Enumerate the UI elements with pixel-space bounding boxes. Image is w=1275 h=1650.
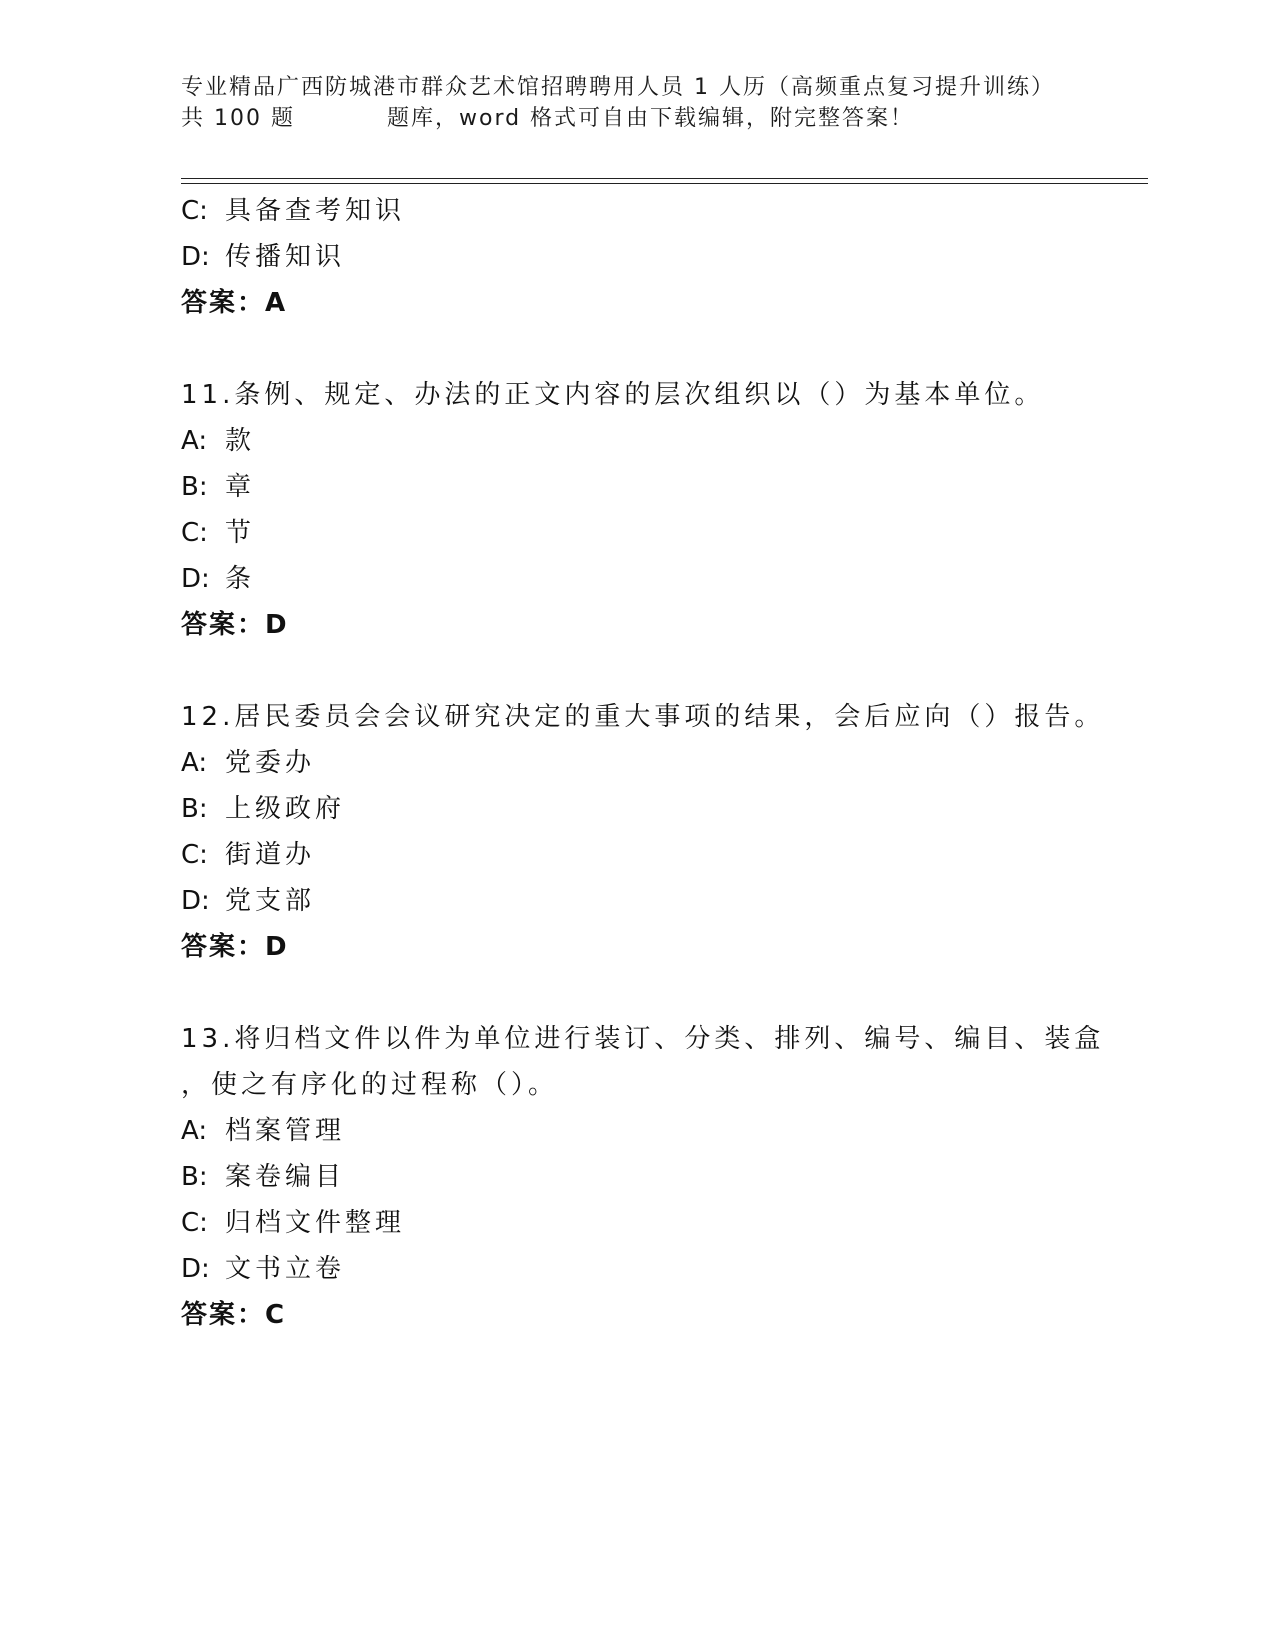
option-text: 案卷编目 — [225, 1162, 346, 1192]
option-row — [181, 234, 1081, 280]
question-text: 11.条例、规定、办法的正文内容的层次组织以（）为基本单位。 — [181, 380, 1045, 410]
option-text: 章 — [225, 472, 256, 502]
option-text: 款 — [225, 426, 256, 456]
question-block-prev — [181, 188, 1081, 326]
option-row — [181, 786, 1081, 832]
question-text-continued: ，使之有序化的过程称（）。 — [181, 1070, 559, 1100]
option-key: A: — [181, 426, 208, 456]
document-body — [181, 188, 1105, 1338]
option-row — [181, 1154, 1081, 1200]
option-row — [181, 510, 1081, 556]
option-key: D: — [181, 886, 210, 916]
option-key: A: — [181, 748, 208, 778]
question-text: 13.将归档文件以件为单位进行装订、分类、排列、编号、编目、装盒 — [181, 1024, 1105, 1054]
option-key: D: — [181, 1254, 210, 1284]
option-key: D: — [181, 242, 210, 272]
header-question-count: 共 100 题 — [181, 106, 295, 131]
option-text: 党支部 — [225, 886, 316, 916]
header-subtitle — [181, 103, 1081, 134]
option-row — [181, 878, 1081, 924]
option-key: D: — [181, 564, 210, 594]
option-text: 传播知识 — [225, 242, 346, 272]
option-row — [181, 832, 1081, 878]
page-header — [181, 72, 1081, 134]
option-row — [181, 418, 1081, 464]
option-row — [181, 464, 1081, 510]
option-key: C: — [181, 518, 208, 548]
option-row — [181, 740, 1081, 786]
question-text: 12.居民委员会会议研究决定的重大事项的结果，会后应向（）报告。 — [181, 702, 1105, 732]
answer-line: 答案：A — [181, 288, 288, 318]
answer-line: 答案：D — [181, 610, 289, 640]
option-row — [181, 1108, 1081, 1154]
option-key: C: — [181, 1208, 208, 1238]
header-divider-top — [181, 178, 1148, 179]
option-text: 具备查考知识 — [225, 196, 406, 226]
option-text: 文书立卷 — [225, 1254, 346, 1284]
option-text: 节 — [225, 518, 256, 548]
option-text: 档案管理 — [225, 1116, 346, 1146]
option-text: 上级政府 — [225, 794, 346, 824]
option-key: B: — [181, 472, 208, 502]
answer-line: 答案：C — [181, 1300, 287, 1330]
option-text: 街道办 — [225, 840, 316, 870]
header-title: 专业精品广西防城港市群众艺术馆招聘聘用人员 1 人历（高频重点复习提升训练） — [181, 75, 1055, 100]
header-divider-bottom — [181, 183, 1148, 184]
answer-line: 答案：D — [181, 932, 289, 962]
question-block-11 — [181, 372, 1081, 648]
option-key: B: — [181, 794, 208, 824]
header-description: 题库，word 格式可自由下载编辑，附完整答案！ — [386, 106, 915, 131]
option-text: 条 — [225, 564, 256, 594]
option-key: C: — [181, 840, 208, 870]
question-block-12 — [181, 694, 1105, 970]
option-row — [181, 1200, 1081, 1246]
option-key: A: — [181, 1116, 208, 1146]
option-key: C: — [181, 196, 208, 226]
option-text: 党委办 — [225, 748, 316, 778]
option-text: 归档文件整理 — [225, 1208, 406, 1238]
option-key: B: — [181, 1162, 208, 1192]
option-row — [181, 1246, 1081, 1292]
question-block-13 — [181, 1016, 1105, 1338]
option-row — [181, 556, 1081, 602]
option-row — [181, 188, 1081, 234]
